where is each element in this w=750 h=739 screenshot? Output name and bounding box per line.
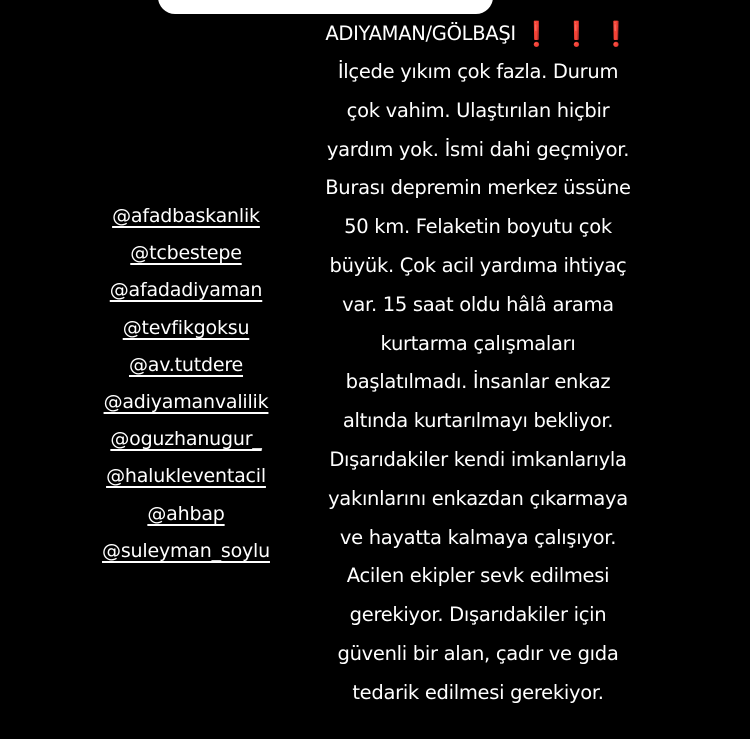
mention-list — [100, 198, 272, 570]
story-line: var. 15 saat oldu hâlâ arama — [342, 292, 614, 316]
top-white-pill — [158, 0, 493, 14]
mention-link[interactable]: @adiyamanvalilik — [103, 390, 269, 413]
exclamation-icon: ❗ — [601, 20, 631, 48]
story-line: başlatılmadı. İnsanlar enkaz — [345, 370, 611, 394]
exclamation-icon: ❗ — [561, 20, 592, 48]
mention-link[interactable]: @oguzhanugur_ — [110, 428, 262, 451]
exclamation-icon: ❗ — [521, 20, 552, 48]
mention-link[interactable]: @tevfikgoksu — [122, 316, 250, 339]
story-line: ve hayatta kalmaya çalışıyor. — [339, 525, 617, 549]
mention-link[interactable]: @afadbaskanlik — [112, 205, 260, 227]
mention-link[interactable]: @halukleventacil — [106, 465, 266, 488]
mention-link[interactable]: @tcbestepe — [130, 242, 242, 265]
story-line: yardım yok. İsmi dahi geçmiyor. — [326, 137, 630, 161]
heading-text: ADIYAMAN/GÖLBAŞI — [325, 22, 516, 45]
story-line: tedarik edilmesi gerekiyor. — [352, 680, 604, 704]
mention-link[interactable]: @ahbap — [147, 502, 225, 525]
mention-link[interactable]: @afadadiyaman — [109, 279, 263, 302]
story-line: kurtarma çalışmaları — [380, 331, 576, 355]
story-line: Burası depremin merkez üssüne — [325, 176, 631, 200]
exclamation-marks — [522, 15, 631, 53]
mention-link[interactable]: @av.tutdere — [128, 353, 244, 376]
story-line: gerekiyor. Dışarıdakiler için — [349, 603, 607, 627]
story-line: çok vahim. Ulaştırılan hiçbir — [346, 98, 610, 122]
story-line: güvenli bir alan, çadır ve gıda — [337, 641, 619, 665]
mention-link[interactable]: @suleyman_soylu — [102, 539, 270, 562]
story-line: büyük. Çok acil yardıma ihtiyaç — [329, 253, 627, 277]
story-heading — [306, 15, 650, 53]
story-line: altında kurtarılmayı bekliyor. — [342, 409, 614, 433]
story-line: İlçede yıkım çok fazla. Durum — [337, 60, 619, 83]
story-line: yakınlarını enkazdan çıkarmaya — [328, 486, 628, 510]
story-line: Acilen ekipler sevk edilmesi — [346, 564, 610, 588]
story-line: 50 km. Felaketin boyutu çok — [344, 215, 612, 239]
story-text — [306, 15, 650, 713]
story-line: Dışarıdakiler kendi imkanlarıyla — [329, 447, 627, 471]
